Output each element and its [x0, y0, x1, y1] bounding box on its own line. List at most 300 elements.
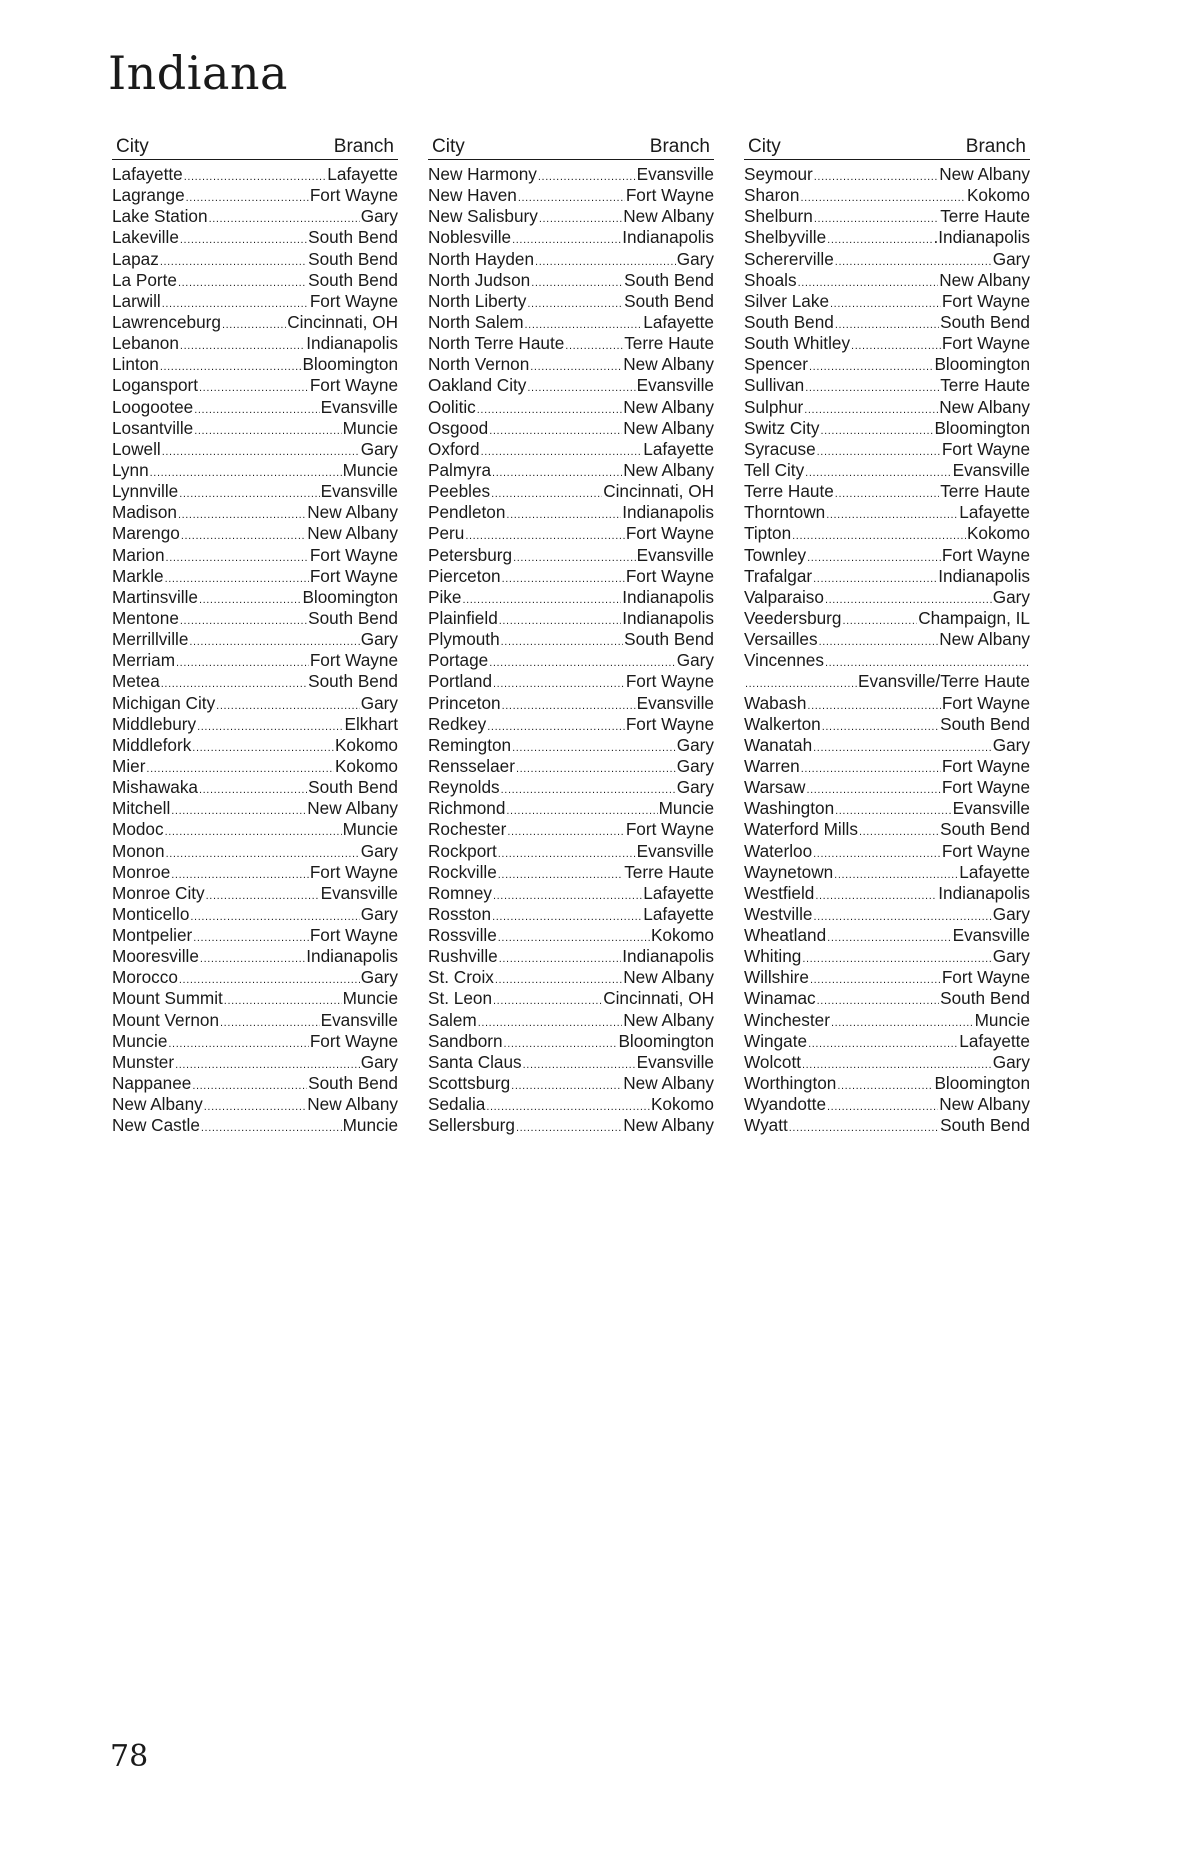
city-name: Westfield	[744, 882, 815, 903]
city-name: Schererville	[744, 248, 834, 269]
branch-name: Evansville	[636, 840, 714, 861]
dot-leader	[808, 1031, 958, 1052]
list-item	[744, 545, 1030, 566]
list-item	[112, 1115, 398, 1136]
list-item	[428, 777, 714, 798]
list-item	[428, 439, 714, 460]
city-name: Marion	[112, 544, 165, 565]
dot-leader	[826, 502, 958, 523]
dot-leader	[160, 354, 302, 375]
column-header	[428, 135, 714, 160]
dot-leader	[171, 798, 306, 819]
list-item	[112, 481, 398, 502]
branch-name: Gary	[676, 650, 714, 671]
branch-name: Bloomington	[934, 1073, 1030, 1094]
list-item	[112, 883, 398, 904]
city-name: New Haven	[428, 185, 517, 206]
dot-leader	[489, 650, 676, 671]
branch-name: Evansville	[636, 1051, 714, 1072]
list-item	[744, 418, 1030, 439]
city-name: New Salisbury	[428, 206, 538, 227]
list-item	[428, 249, 714, 270]
branch-name: Fort Wayne	[309, 1030, 398, 1051]
city-name: Morocco	[112, 967, 178, 988]
branch-name: Bloomington	[302, 354, 398, 375]
dot-leader	[204, 1094, 306, 1115]
city-name: Richmond	[428, 798, 506, 819]
city-name: Shelburn	[744, 206, 813, 227]
city-name: Vincennes	[744, 650, 824, 671]
branch-name: Fort Wayne	[625, 185, 714, 206]
list-item	[112, 967, 398, 988]
list-item	[112, 819, 398, 840]
list-item	[744, 946, 1030, 967]
city-name: Monon	[112, 840, 165, 861]
list-item	[744, 523, 1030, 544]
directory-column-1	[112, 135, 398, 1136]
list-item	[112, 460, 398, 481]
branch-name: New Albany	[939, 164, 1030, 184]
branch-name: South Bend	[940, 988, 1030, 1009]
branch-name: New Albany	[307, 1094, 398, 1115]
city-name: Lake Station	[112, 206, 208, 227]
dot-leader	[486, 1094, 650, 1115]
dot-leader	[538, 164, 636, 185]
city-name: Silver Lake	[744, 290, 830, 311]
city-name: Michigan City	[112, 692, 216, 713]
city-name: St. Croix	[428, 967, 494, 988]
city-name: Nappanee	[112, 1073, 192, 1094]
branch-name: Fort Wayne	[941, 967, 1030, 988]
branch-name: Gary	[992, 734, 1030, 755]
branch-name: Muncie	[342, 988, 398, 1009]
dot-leader	[179, 481, 319, 502]
city-name: Petersburg	[428, 544, 513, 565]
dot-leader	[180, 608, 307, 629]
dot-leader	[465, 523, 625, 544]
dot-leader	[201, 1115, 342, 1136]
branch-name: Bloomington	[934, 354, 1030, 375]
list-item	[744, 185, 1030, 206]
entry-list	[744, 164, 1030, 1136]
branch-name: New Albany	[623, 1009, 714, 1030]
branch-name: Terre Haute	[624, 861, 714, 882]
branch-name: Evansville	[320, 1009, 398, 1030]
list-item	[112, 566, 398, 587]
branch-name: Lafayette	[643, 311, 714, 332]
dot-leader	[789, 1115, 939, 1136]
list-item	[112, 1010, 398, 1031]
branch-name: Indianapolis	[306, 946, 398, 967]
city-name: Rosston	[428, 903, 492, 924]
branch-name: New Albany	[623, 459, 714, 480]
city-name: Lowell	[112, 438, 161, 459]
list-item	[112, 904, 398, 925]
branch-name: Evansville	[952, 798, 1030, 819]
list-item	[744, 333, 1030, 354]
city-name: Sharon	[744, 185, 800, 206]
city-name: North Hayden	[428, 248, 535, 269]
branch-name: Indianapolis	[306, 333, 398, 354]
dot-leader	[831, 1010, 974, 1031]
branch-name: New Albany	[623, 417, 714, 438]
branch-name: Kokomo	[334, 734, 398, 755]
city-name: Wingate	[744, 1030, 808, 1051]
list-item	[428, 397, 714, 418]
dot-leader	[162, 439, 360, 460]
list-item	[744, 481, 1030, 502]
list-item	[744, 841, 1030, 862]
dot-leader	[802, 946, 991, 967]
dot-leader	[194, 397, 319, 418]
list-item	[428, 418, 714, 439]
branch-name: Fort Wayne	[309, 375, 398, 396]
branch-name: New Albany	[939, 396, 1030, 417]
branch-name: Indianapolis	[938, 882, 1030, 903]
list-item	[112, 206, 398, 227]
city-name: Whiting	[744, 946, 802, 967]
list-item	[744, 227, 1030, 248]
city-name: Sullivan	[744, 375, 805, 396]
dot-leader	[827, 227, 932, 248]
dot-leader	[512, 735, 676, 756]
list-item	[428, 925, 714, 946]
dot-leader	[493, 671, 625, 692]
city-name: Wheatland	[744, 925, 827, 946]
list-item	[744, 925, 1030, 946]
dot-leader	[481, 439, 643, 460]
dot-leader	[206, 883, 320, 904]
branch-name: Elkhart	[344, 713, 398, 734]
city-name: New Castle	[112, 1115, 200, 1136]
dot-leader	[513, 545, 636, 566]
city-name: St. Leon	[428, 988, 493, 1009]
dot-leader	[186, 185, 309, 206]
dot-leader	[499, 608, 622, 629]
list-item	[112, 1073, 398, 1094]
list-item	[112, 946, 398, 967]
branch-name: Evansville	[320, 481, 398, 502]
branch-name: Fort Wayne	[625, 713, 714, 734]
city-name: Mitchell	[112, 798, 171, 819]
list-item	[428, 523, 714, 544]
list-item	[112, 185, 398, 206]
city-name: Terre Haute	[744, 481, 834, 502]
dot-leader	[807, 693, 940, 714]
branch-name: Fort Wayne	[309, 650, 398, 671]
branch-name: Champaign, IL	[918, 607, 1030, 628]
list-item	[428, 967, 714, 988]
branch-name: Fort Wayne	[625, 671, 714, 692]
dot-leader	[171, 862, 309, 883]
list-item	[428, 1073, 714, 1094]
dot-leader	[220, 1010, 320, 1031]
branch-name: New Albany	[939, 269, 1030, 290]
city-name: Madison	[112, 502, 177, 523]
dot-leader	[507, 819, 624, 840]
city-name: New Albany	[112, 1094, 203, 1115]
dot-leader	[820, 418, 933, 439]
city-name: Logansport	[112, 375, 199, 396]
dot-leader	[516, 756, 676, 777]
city-name: North Terre Haute	[428, 333, 565, 354]
branch-name: Indianapolis	[622, 502, 714, 523]
dot-leader	[531, 270, 623, 291]
dot-leader	[523, 1052, 636, 1073]
dot-leader	[819, 629, 939, 650]
city-name: Noblesville	[428, 227, 512, 248]
list-item	[744, 798, 1030, 819]
branch-name: Lafayette	[643, 438, 714, 459]
list-item	[744, 502, 1030, 523]
branch-name: Kokomo	[966, 185, 1030, 206]
branch-name: Gary	[992, 1051, 1030, 1072]
list-item	[744, 650, 1030, 671]
city-name: Modoc	[112, 819, 164, 840]
dot-leader	[216, 693, 360, 714]
branch-name: Evansville	[952, 925, 1030, 946]
dot-leader	[180, 333, 305, 354]
dot-leader	[527, 375, 635, 396]
city-name: Scottsburg	[428, 1073, 511, 1094]
list-item	[428, 164, 714, 185]
branch-name: Muncie	[342, 819, 398, 840]
list-item	[112, 439, 398, 460]
branch-name: Cincinnati, OH	[287, 311, 398, 332]
list-item	[744, 206, 1030, 227]
city-name: Markle	[112, 565, 164, 586]
dot-leader	[859, 819, 939, 840]
list-item	[428, 714, 714, 735]
dot-leader	[222, 312, 286, 333]
list-item	[112, 862, 398, 883]
dot-leader	[492, 904, 642, 925]
list-item	[112, 354, 398, 375]
branch-name: Fort Wayne	[625, 819, 714, 840]
dot-leader	[810, 967, 941, 988]
branch-name: South Bend	[940, 1115, 1030, 1136]
branch-name: Evansville	[320, 396, 398, 417]
city-name: Marengo	[112, 523, 180, 544]
list-item	[112, 397, 398, 418]
page-title: Indiana	[108, 46, 288, 100]
branch-name: Fort Wayne	[309, 290, 398, 311]
list-item	[112, 988, 398, 1009]
city-name: Oxford	[428, 438, 480, 459]
dot-leader	[504, 1031, 618, 1052]
branch-name: Terre Haute	[624, 333, 714, 354]
list-item	[112, 270, 398, 291]
city-name: Shelbyville	[744, 227, 827, 248]
city-name: Princeton	[428, 692, 501, 713]
header-branch: Branch	[333, 136, 394, 157]
branch-name: Gary	[360, 1051, 398, 1072]
branch-name: Muncie	[974, 1009, 1030, 1030]
entry-list	[428, 164, 714, 1136]
city-name: Romney	[428, 882, 492, 903]
branch-name: New Albany	[307, 502, 398, 523]
city-name: Monticello	[112, 903, 190, 924]
list-item	[112, 1031, 398, 1052]
city-name: Lynn	[112, 459, 149, 480]
column-header	[112, 135, 398, 160]
dot-leader	[477, 397, 622, 418]
city-name: Santa Claus	[428, 1051, 522, 1072]
city-name: Shoals	[744, 269, 797, 290]
city-name: Pike	[428, 586, 462, 607]
city-name: Lagrange	[112, 185, 185, 206]
list-item	[428, 904, 714, 925]
city-name: North Salem	[428, 311, 524, 332]
directory-columns	[0, 135, 1200, 1135]
list-item	[112, 418, 398, 439]
branch-name: New Albany	[939, 1094, 1030, 1115]
city-name: Seymour	[744, 164, 813, 184]
city-name: Valparaiso	[744, 586, 824, 607]
list-item	[428, 671, 714, 692]
branch-name: Muncie	[342, 417, 398, 438]
dot-leader	[199, 777, 307, 798]
header-branch: Branch	[649, 136, 710, 157]
city-name: Redkey	[428, 713, 487, 734]
branch-name: Fort Wayne	[941, 544, 1030, 565]
branch-name: New Albany	[623, 396, 714, 417]
list-item	[744, 375, 1030, 396]
branch-name: Lafayette	[959, 1030, 1030, 1051]
dot-leader	[835, 798, 951, 819]
dot-leader	[498, 841, 636, 862]
list-item	[428, 819, 714, 840]
list-item	[112, 714, 398, 735]
branch-name: Fort Wayne	[941, 777, 1030, 798]
list-item	[428, 988, 714, 1009]
branch-name: Fort Wayne	[941, 290, 1030, 311]
list-item	[428, 650, 714, 671]
city-name: South Bend	[744, 311, 834, 332]
city-name: Lynnville	[112, 481, 179, 502]
dot-leader	[800, 185, 966, 206]
city-name: South Whitley	[744, 333, 851, 354]
list-item	[428, 1052, 714, 1073]
branch-name: Evansville	[952, 459, 1030, 480]
list-item	[112, 650, 398, 671]
city-name: Larwill	[112, 290, 161, 311]
list-item	[744, 1115, 1030, 1136]
list-item	[744, 819, 1030, 840]
dot-leader	[825, 587, 992, 608]
dot-leader	[802, 1052, 992, 1073]
list-item	[428, 841, 714, 862]
city-name: Lafayette	[112, 164, 183, 184]
city-name: Wanatah	[744, 734, 813, 755]
branch-name: New Albany	[623, 1115, 714, 1136]
dot-leader	[224, 988, 342, 1009]
branch-name: South Bend	[940, 819, 1030, 840]
dot-leader	[827, 1094, 938, 1115]
list-item	[744, 312, 1030, 333]
dot-leader	[806, 777, 940, 798]
list-item	[744, 354, 1030, 375]
list-item	[428, 883, 714, 904]
branch-name: Fort Wayne	[625, 565, 714, 586]
branch-name: Fort Wayne	[625, 523, 714, 544]
branch-name: South Bend	[308, 1073, 398, 1094]
dot-leader	[498, 925, 650, 946]
dot-leader	[166, 545, 309, 566]
city-name: Switz City	[744, 417, 820, 438]
dot-leader	[809, 354, 933, 375]
branch-name: Fort Wayne	[941, 755, 1030, 776]
list-item	[428, 608, 714, 629]
dot-leader	[162, 291, 309, 312]
list-item	[744, 777, 1030, 798]
list-item	[744, 1052, 1030, 1073]
branch-name: Fort Wayne	[941, 840, 1030, 861]
list-item	[428, 481, 714, 502]
branch-name: South Bend	[308, 227, 398, 248]
dot-leader	[161, 671, 307, 692]
list-item	[744, 1010, 1030, 1031]
list-item	[428, 227, 714, 248]
branch-name: Kokomo	[334, 755, 398, 776]
branch-name: Fort Wayne	[309, 861, 398, 882]
branch-name: Gary	[360, 206, 398, 227]
list-item	[428, 862, 714, 883]
city-name: Portage	[428, 650, 489, 671]
dot-leader	[184, 164, 327, 185]
list-item	[428, 1094, 714, 1115]
branch-name: Muncie	[658, 798, 714, 819]
branch-name: South Bend	[308, 607, 398, 628]
city-name: Merrillville	[112, 629, 189, 650]
city-name: North Vernon	[428, 354, 530, 375]
branch-name: Kokomo	[650, 925, 714, 946]
list-item	[428, 1031, 714, 1052]
city-name: Syracuse	[744, 438, 816, 459]
dot-leader	[835, 312, 939, 333]
list-item	[112, 841, 398, 862]
list-item	[112, 502, 398, 523]
list-item	[744, 693, 1030, 714]
branch-name: Gary	[360, 840, 398, 861]
dot-leader	[511, 1073, 622, 1094]
entry-list	[112, 164, 398, 1136]
dot-leader	[160, 249, 307, 270]
list-item	[112, 629, 398, 650]
city-name: Waterford Mills	[744, 819, 858, 840]
city-name: Sedalia	[428, 1094, 486, 1115]
branch-name: New Albany	[307, 523, 398, 544]
branch-name: Indianapolis	[622, 607, 714, 628]
dot-leader	[530, 354, 622, 375]
branch-name: Terre Haute	[940, 481, 1030, 502]
dot-leader	[512, 227, 621, 248]
city-name: Mier	[112, 755, 146, 776]
branch-name: Kokomo	[966, 523, 1030, 544]
dot-leader	[178, 270, 307, 291]
dot-leader	[535, 249, 676, 270]
branch-name: South Bend	[308, 671, 398, 692]
dot-leader	[179, 967, 360, 988]
city-name: Monroe City	[112, 882, 205, 903]
branch-name: New Albany	[939, 629, 1030, 650]
list-item	[744, 904, 1030, 925]
dot-leader	[199, 375, 309, 396]
city-name: Plymouth	[428, 629, 500, 650]
dot-leader	[168, 1031, 308, 1052]
dot-leader	[492, 460, 622, 481]
list-item	[744, 439, 1030, 460]
